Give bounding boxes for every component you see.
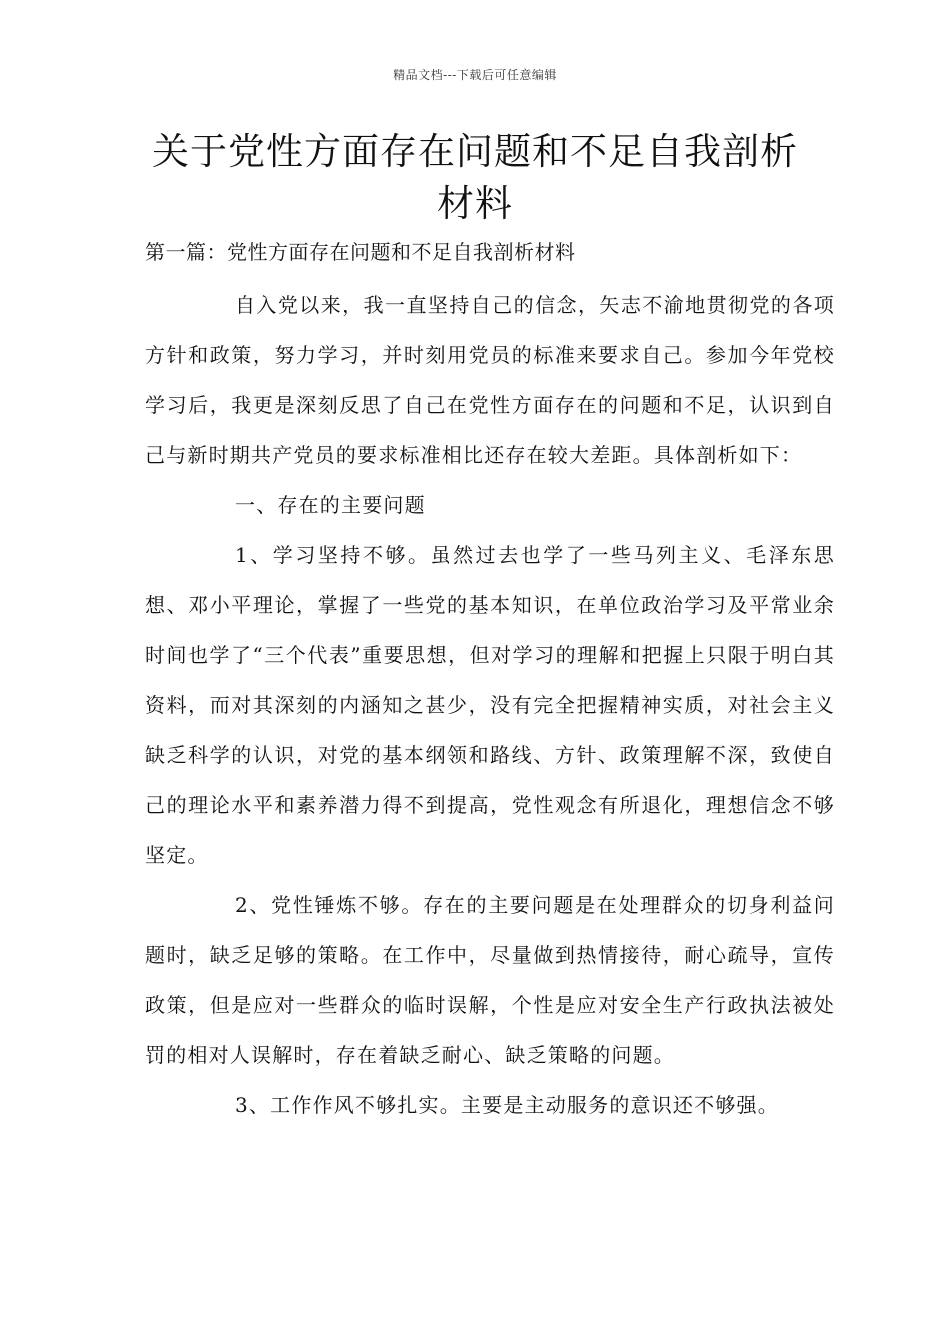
problem-item-2: 2、党性锤炼不够。存在的主要问题是在处理群众的切身利益问题时，缺乏足够的策略。在工作中，尽量做到热情接待，耐心疏导，宣传政策，但是应对一些群众的临时误解，个性是应对安全生产行政执法被处罚的相对人误解时，存在着缺乏耐心、缺乏策略的问题。 — [145, 893, 835, 1067]
chapter-subtitle: 第一篇：党性方面存在问题和不足自我剖析材料 — [145, 240, 576, 264]
section-heading-main-problems: 一、存在的主要问题 — [235, 493, 426, 517]
document-title-line-2: 材料 — [437, 182, 513, 225]
problem-item-3: 3、工作作风不够扎实。主要是主动服务的意识还不够强。 — [235, 1093, 779, 1117]
problem-item-1: 1、学习坚持不够。虽然过去也学了一些马列主义、毛泽东思想、邓小平理论，掌握了一些党的基本知识，在单位政治学习及平常业余时间也学了“三个代表”重要思想，但对学习的理解和把握上只限于明白其资料，而对其深刻的内涵知之甚少，没有完全把握精神实质，对社会主义缺乏科学的认识，对党的基本纲领和路线、方针、政策理解不深，致使自己的理论水平和素养潜力得不到提高，党性观念有所退化，理想信念不够坚定。 — [145, 543, 835, 867]
page-header-note: 精品文档---下载后可任意编辑 — [393, 68, 557, 82]
document-title — [120, 126, 830, 230]
document-title-line-1: 关于党性方面存在问题和不足自我剖析 — [152, 130, 798, 173]
intro-paragraph: 自入党以来，我一直坚持自己的信念，矢志不渝地贯彻党的各项方针和政策，努力学习，并时刻用党员的标准来要求自己。参加今年党校学习后，我更是深刻反思了自己在党性方面存在的问题和不足，认识到自己与新时期共产党员的要求标准相比还存在较大差距。具体剖析如下： — [145, 293, 835, 467]
document-body — [145, 280, 835, 1130]
